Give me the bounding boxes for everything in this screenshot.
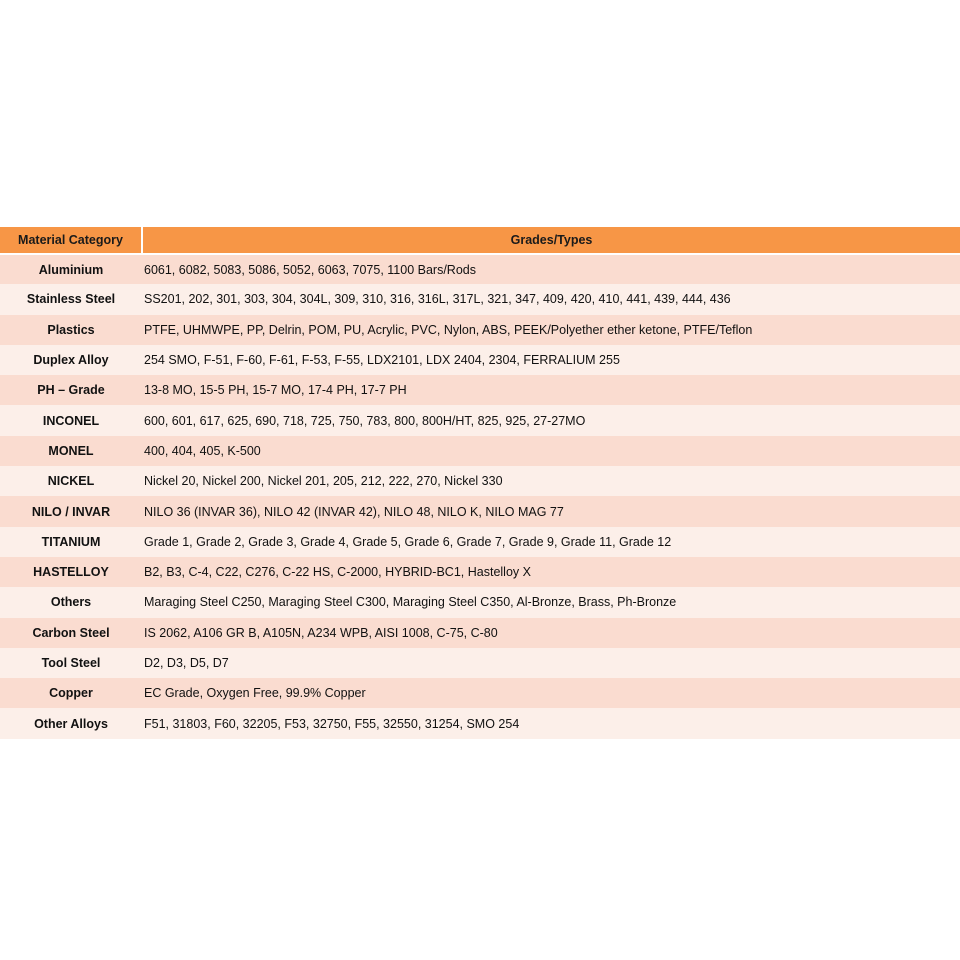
table-row: [0, 284, 960, 314]
grades-cell: F51, 31803, F60, 32205, F53, 32750, F55, 32550, 31254, SMO 254: [144, 716, 520, 731]
materials-table: [0, 227, 960, 739]
grades-cell: Maraging Steel C250, Maraging Steel C300, Maraging Steel C350, Al-Bronze, Brass, Ph-Bronze: [144, 595, 677, 610]
category-cell: Duplex Alloy: [33, 353, 109, 368]
category-cell: TITANIUM: [41, 534, 101, 549]
category-cell: MONEL: [48, 443, 94, 458]
table-row: [0, 618, 960, 648]
table-row: [0, 315, 960, 345]
table-row: [0, 345, 960, 375]
category-cell: Plastics: [47, 322, 95, 337]
grades-cell: B2, B3, C-4, C22, C276, C-22 HS, C-2000, HYBRID-BC1, Hastelloy X: [144, 565, 531, 580]
grades-cell: D2, D3, D5, D7: [144, 656, 229, 670]
table-header-row: [0, 227, 960, 254]
category-cell: Copper: [49, 686, 93, 701]
grades-cell: 6061, 6082, 5083, 5086, 5052, 6063, 7075, 1100 Bars/Rods: [144, 262, 476, 277]
grades-cell: 600, 601, 617, 625, 690, 718, 725, 750, 783, 800, 800H/HT, 825, 925, 27-27MO: [144, 413, 586, 428]
header-grades-types: Grades/Types: [510, 233, 593, 247]
category-cell: PH – Grade: [37, 383, 105, 398]
category-cell: Stainless Steel: [26, 292, 116, 307]
category-cell: Tool Steel: [41, 656, 101, 670]
grades-cell: IS 2062, A106 GR B, A105N, A234 WPB, AISI 1008, C-75, C-80: [144, 625, 498, 640]
table-row: [0, 648, 960, 678]
table-row: [0, 587, 960, 617]
grades-cell: 13-8 MO, 15-5 PH, 15-7 MO, 17-4 PH, 17-7 PH: [144, 383, 407, 398]
category-cell: Aluminium: [38, 262, 104, 277]
category-cell: NICKEL: [47, 474, 95, 489]
grades-cell: 400, 404, 405, K-500: [144, 443, 261, 458]
table-row: [0, 678, 960, 708]
grades-cell: 254 SMO, F-51, F-60, F-61, F-53, F-55, LDX2101, LDX 2404, 2304, FERRALIUM 255: [144, 353, 620, 368]
table-row: [0, 375, 960, 405]
grades-cell: SS201, 202, 301, 303, 304, 304L, 309, 310, 316, 316L, 317L, 321, 347, 409, 420, 410, 441, 439, 444, 436: [144, 292, 731, 307]
table-row: [0, 405, 960, 435]
header-material-category: Material Category: [0, 227, 142, 254]
grades-cell: EC Grade, Oxygen Free, 99.9% Copper: [144, 686, 366, 701]
table-row: [0, 254, 960, 284]
grades-cell: PTFE, UHMWPE, PP, Delrin, POM, PU, Acrylic, PVC, Nylon, ABS, PEEK/Polyether ether ketone, PTFE/Teflon: [144, 322, 753, 337]
table-row: [0, 436, 960, 466]
table-row: [0, 496, 960, 526]
category-cell: Other Alloys: [34, 716, 108, 731]
table-row: [0, 527, 960, 557]
category-cell: Others: [50, 595, 92, 610]
table-row: [0, 466, 960, 496]
category-cell: HASTELLOY: [33, 565, 109, 580]
grades-cell: NILO 36 (INVAR 36), NILO 42 (INVAR 42), NILO 48, NILO K, NILO MAG 77: [144, 504, 564, 519]
grades-cell: Nickel 20, Nickel 200, Nickel 201, 205, 212, 222, 270, Nickel 330: [144, 474, 503, 489]
category-cell: Carbon Steel: [32, 625, 110, 640]
grades-cell: Grade 1, Grade 2, Grade 3, Grade 4, Grade 5, Grade 6, Grade 7, Grade 9, Grade 11, Grade 12: [144, 534, 672, 549]
table-row: [0, 708, 960, 738]
table-row: [0, 557, 960, 587]
category-cell: NILO / INVAR: [31, 504, 111, 519]
category-cell: INCONEL: [42, 413, 100, 428]
